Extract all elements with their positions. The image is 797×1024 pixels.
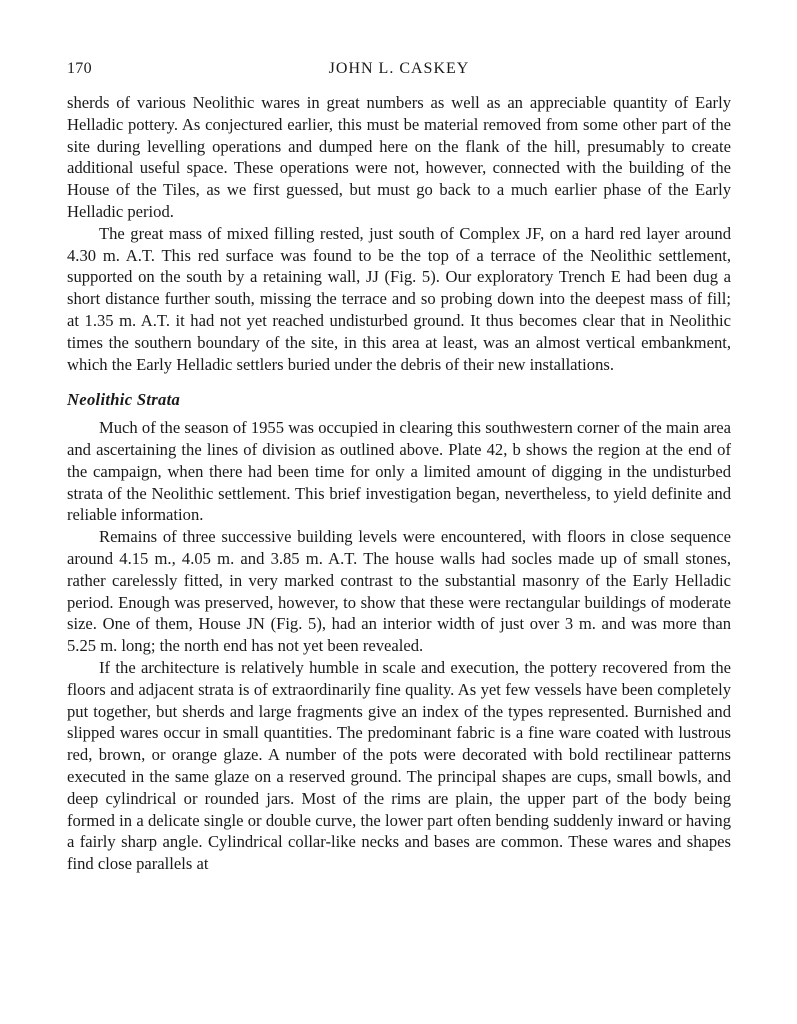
page-number: 170	[67, 60, 92, 77]
body-text	[67, 92, 731, 875]
paragraph-continuation: sherds of various Neolithic wares in great numbers as well as an appreciable quantity of Early Helladic pottery. As conjectured earlier, this must be material removed from some other part of the site during levelling operations and dumped here on the flank of the hill, presumably to create additional useful space. These operations were not, however, connected with the building of the House of the Tiles, as we first guessed, but must go back to a much earlier phase of the Early Helladic period.	[67, 93, 731, 221]
paragraph-red-layer: The great mass of mixed filling rested, just south of Complex JF, on a hard red layer around 4.30 m. A.T. This red surface was found to be the top of a terrace of the Neolithic settlement, supported on the south by a retaining wall, JJ (Fig. 5). Our exploratory Trench E had been dug a short distance further south, missing the terrace and so probing down into the deepest mass of fill; at 1.35 m. A.T. it had not yet reached undisturbed ground. It thus becomes clear that in Neolithic times the southern boundary of the site, in this area at least, was an almost vertical embankment, which the Early Helladic settlers buried under the debris of their new installations.	[67, 223, 731, 374]
paragraph-building-levels: Remains of three successive building levels were encountered, with floors in close sequence around 4.15 m., 4.05 m. and 3.85 m. A.T. The house walls had socles made up of small stones, rather carelessly fitted, in very marked contrast to the substantial masonry of the Early Helladic period. Enough was preserved, however, to show that these were rectangular buildings of moderate size. One of them, House JN (Fig. 5), had an interior width of just over 3 m. and was more than 5.25 m. long; the north end has not yet been revealed.	[67, 527, 731, 656]
running-head-author: JOHN L. CASKEY	[328, 60, 470, 77]
running-head	[67, 58, 731, 82]
paragraph-pottery: If the architecture is relatively humble in scale and execution, the pottery recovered from the floors and adjacent strata is of extraordinarily fine quality. As yet few vessels have been completely put together, but sherds and large fragments give an index of the types represented. Burnished and slipped wares occur in small quantities. The predominant fabric is a fine ware coated with lustrous red, brown, or orange glaze. A number of the pots were decorated with bold rectilinear patterns executed in the same glaze on a reserved ground. The principal shapes are cups, small bowls, and deep cylindrical or rounded jars. Most of the rims are plain, the upper part of the body being formed in a delicate single or double curve, the lower part often bending suddenly inward or having a fairly sharp angle. Cylindrical collar-like necks and bases are common. These wares and shapes find close parallels at	[67, 657, 731, 874]
page	[67, 58, 731, 875]
paragraph-season-1955: Much of the season of 1955 was occupied in clearing this southwestern corner of the main area and ascertaining the lines of division as outlined above. Plate 42, b shows the region at the end of the campaign, when there had been time for only a limited amount of digging in the undisturbed strata of the Neolithic settlement. This brief investigation began, nevertheless, to yield definite and reliable information.	[67, 418, 731, 525]
section-heading-neolithic-strata: Neolithic Strata	[67, 390, 181, 410]
